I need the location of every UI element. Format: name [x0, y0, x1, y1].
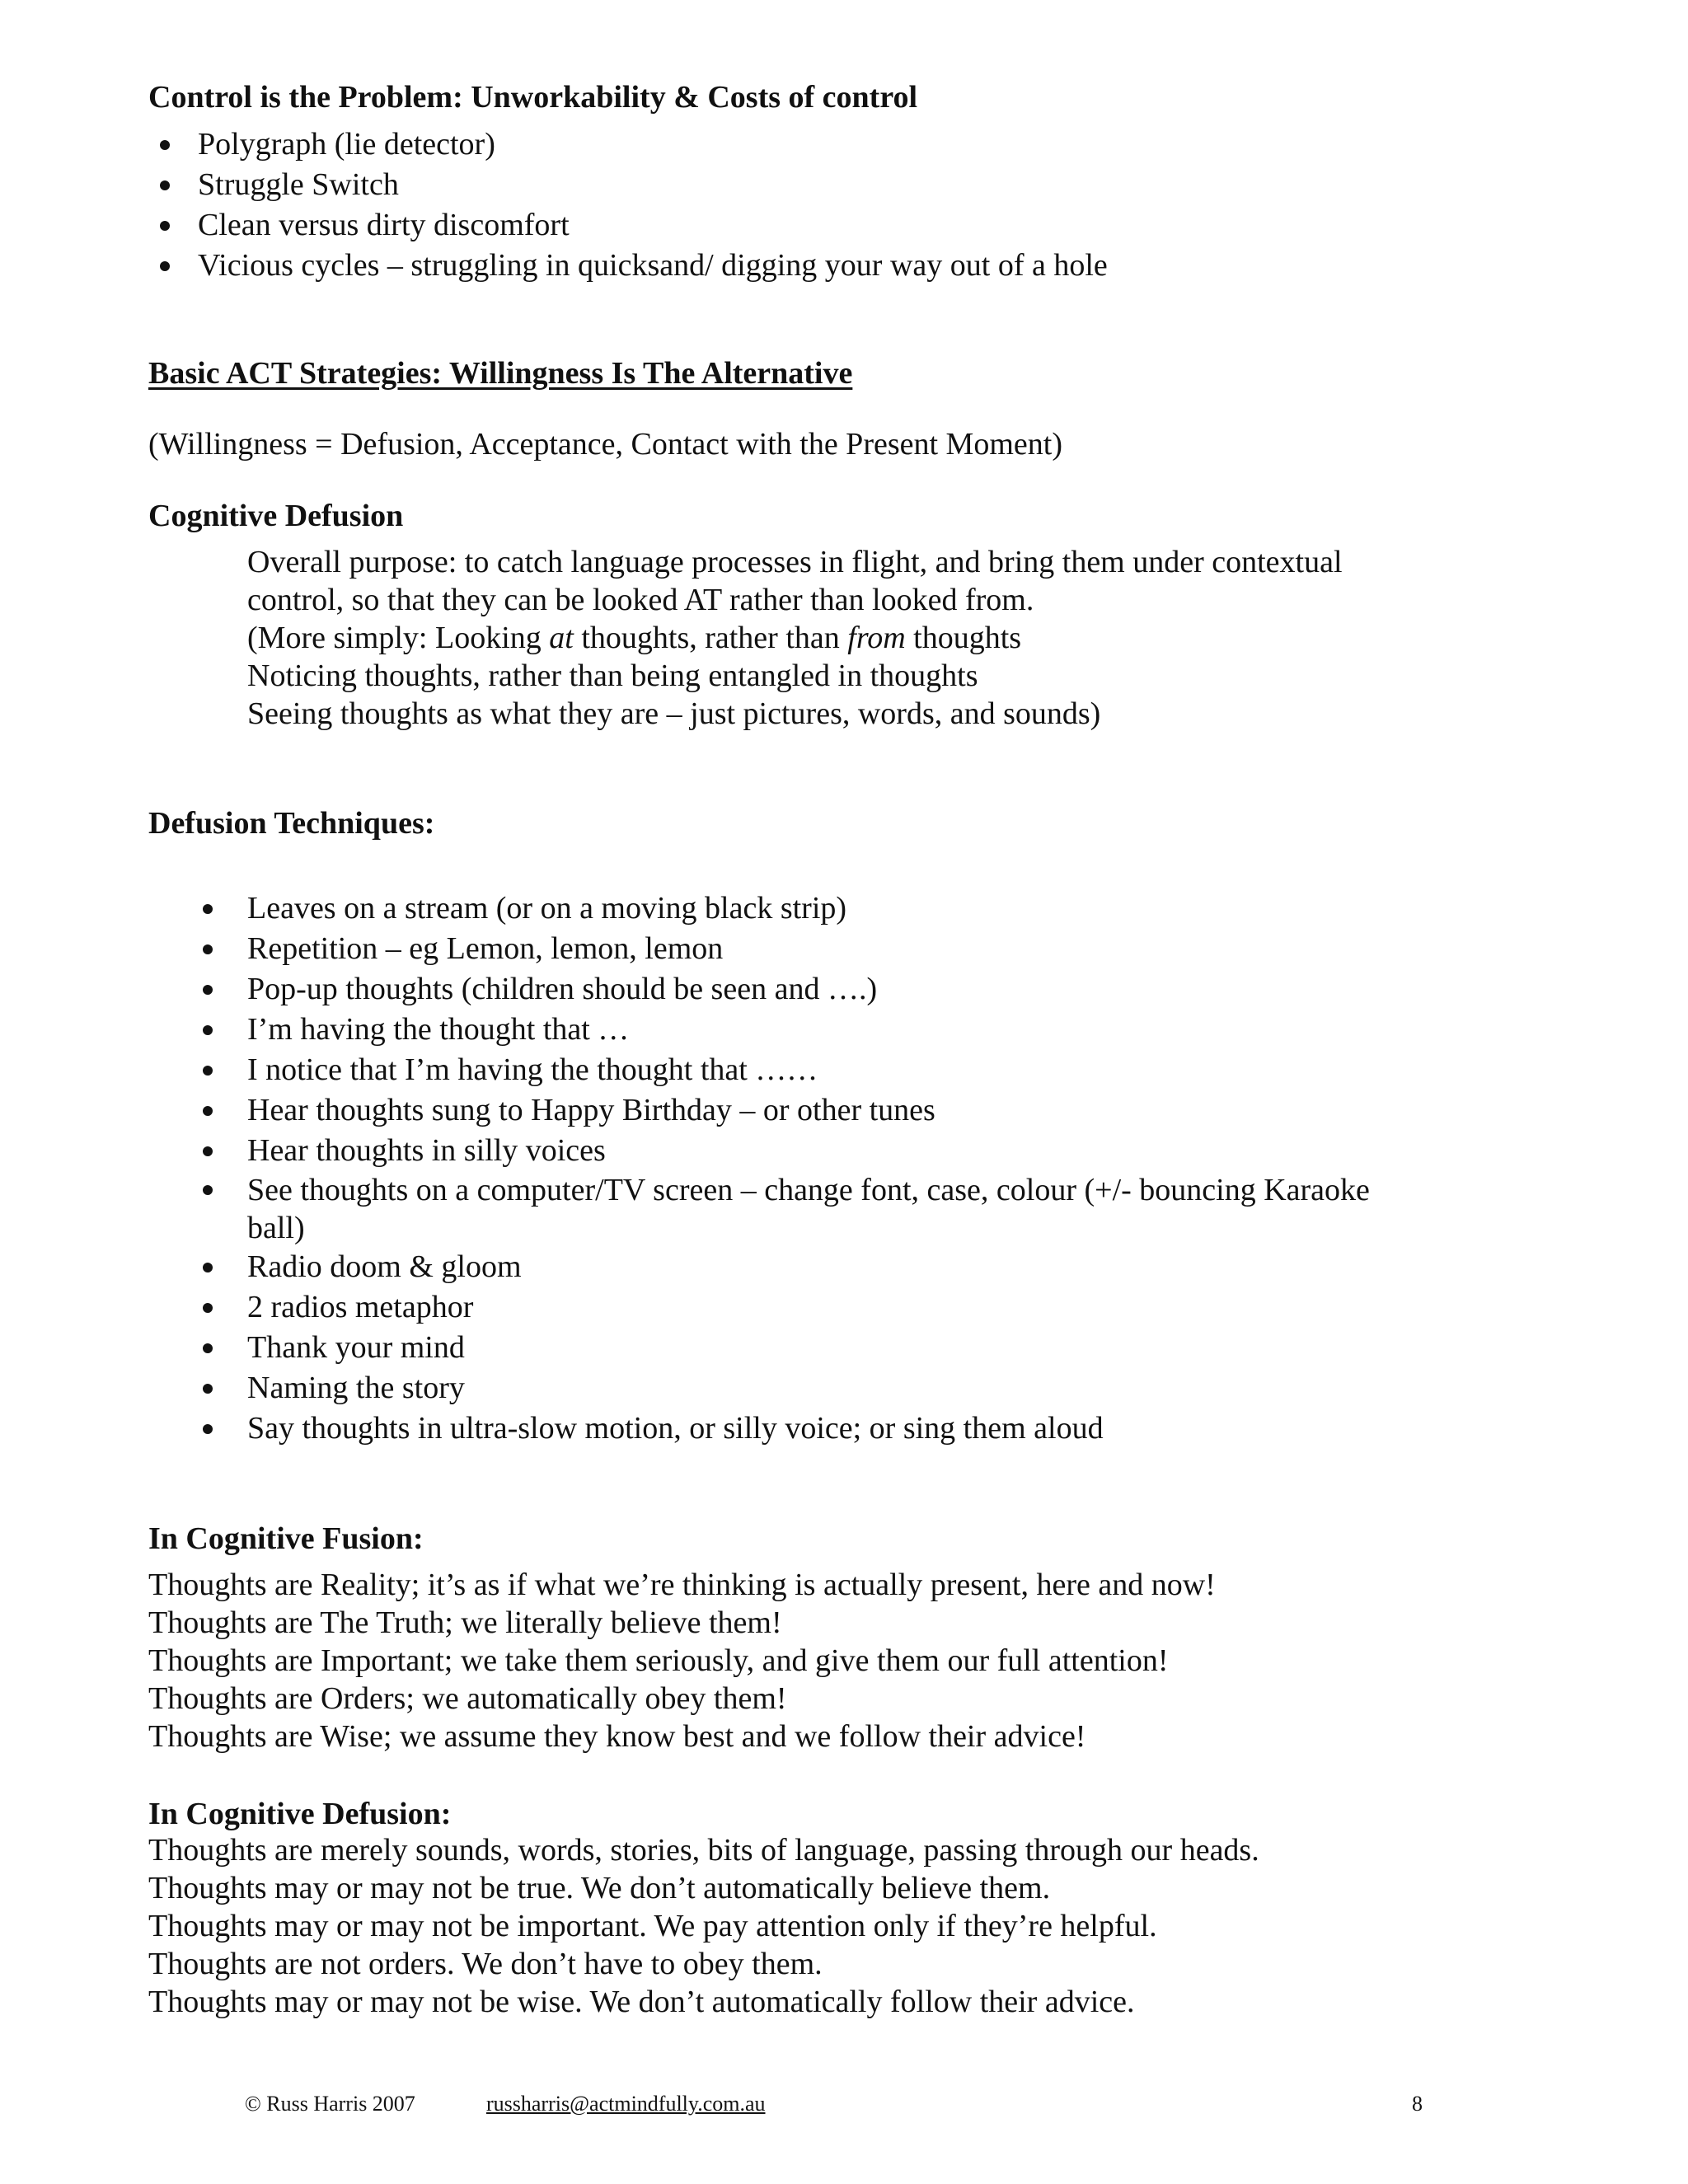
defusion-line: Thoughts are not orders. We don’t have to obey them.	[148, 1947, 823, 1981]
list-item: I’m having the thought that …	[198, 1010, 1370, 1050]
list-item: See thoughts on a computer/TV screen – change font, case, colour (+/- bouncing Karaoke ball)	[198, 1171, 1370, 1247]
fusion-lines	[148, 1566, 1216, 1755]
list-item: Thank your mind	[198, 1328, 1370, 1368]
purpose-line: Seeing thoughts as what they are – just pictures, words, and sounds)	[247, 696, 1101, 731]
bullet-icon	[203, 985, 213, 995]
cognitive-fusion-heading: In Cognitive Fusion:	[148, 1521, 424, 1556]
footer-copyright: © Russ Harris 2007	[245, 2092, 415, 2116]
list-item: Say thoughts in ultra-slow motion, or silly voice; or sing them aloud	[198, 1408, 1370, 1449]
fusion-line: Thoughts are Orders; we automatically obey them!	[148, 1681, 787, 1716]
defusion-line: Thoughts may or may not be wise. We don’t automatically follow their advice.	[148, 1985, 1135, 2019]
fusion-line: Thoughts are Reality; it’s as if what we’re thinking is actually present, here and now!	[148, 1568, 1216, 1602]
in-cognitive-defusion-heading: In Cognitive Defusion:	[148, 1797, 452, 1831]
list-item: Vicious cycles – struggling in quicksand/ digging your way out of a hole	[148, 246, 1108, 286]
bullet-icon	[203, 1106, 213, 1116]
bullet-icon	[203, 1263, 213, 1272]
purpose-line: Overall purpose: to catch language processes in flight, and bring them under contextual	[247, 545, 1343, 579]
bullet-icon	[203, 1146, 213, 1156]
defusion-lines	[148, 1831, 1259, 2021]
list-item: 2 radios metaphor	[198, 1287, 1370, 1328]
bullet-icon	[160, 261, 170, 271]
bullet-icon	[203, 1066, 213, 1076]
purpose-line: Noticing thoughts, rather than being entangled in thoughts	[247, 658, 978, 693]
list-item: Radio doom & gloom	[198, 1247, 1370, 1287]
willingness-definition: (Willingness = Defusion, Acceptance, Contact with the Present Moment)	[148, 427, 1062, 462]
bullet-icon	[203, 1185, 213, 1195]
list-item: Naming the story	[198, 1368, 1370, 1408]
bullet-icon	[203, 944, 213, 954]
fusion-line: Thoughts are Important; we take them seriously, and give them our full attention!	[148, 1643, 1169, 1678]
page-number: 8	[1412, 2092, 1423, 2116]
list-item: Hear thoughts in silly voices	[198, 1131, 1370, 1171]
defusion-line: Thoughts may or may not be true. We don’t automatically believe them.	[148, 1871, 1051, 1905]
defusion-line: Thoughts are merely sounds, words, stories, bits of language, passing through our heads.	[148, 1833, 1259, 1868]
section-heading-willingness: Basic ACT Strategies: Willingness Is The Alternative	[148, 356, 853, 391]
list-item: Hear thoughts sung to Happy Birthday – or other tunes	[198, 1090, 1370, 1131]
bullet-icon	[203, 1424, 213, 1434]
bullet-icon	[160, 140, 170, 150]
purpose-line: (More simply: Looking at thoughts, rather than from thoughts	[247, 621, 1022, 655]
list-item: Repetition – eg Lemon, lemon, lemon	[198, 929, 1370, 969]
list-item: Leaves on a stream (or on a moving black strip)	[198, 888, 1370, 929]
fusion-line: Thoughts are The Truth; we literally believe them!	[148, 1605, 782, 1640]
control-bullet-list	[148, 124, 1108, 286]
techniques-bullet-list	[198, 888, 1370, 1449]
bullet-icon	[203, 1384, 213, 1394]
purpose-line: control, so that they can be looked AT rather than looked from.	[247, 583, 1034, 617]
bullet-icon	[160, 221, 170, 231]
bullet-icon	[203, 1025, 213, 1035]
cognitive-defusion-heading: Cognitive Defusion	[148, 499, 404, 533]
footer-email-link[interactable]: russharris@actmindfully.com.au	[486, 2092, 766, 2116]
bullet-icon	[203, 904, 213, 914]
list-item: Struggle Switch	[148, 165, 1108, 205]
defusion-line: Thoughts may or may not be important. We pay attention only if they’re helpful.	[148, 1909, 1157, 1943]
bullet-icon	[160, 180, 170, 190]
list-item: Polygraph (lie detector)	[148, 124, 1108, 165]
section-heading-control: Control is the Problem: Unworkability & Costs of control	[148, 80, 918, 115]
defusion-purpose-block	[247, 543, 1343, 733]
fusion-line: Thoughts are Wise; we assume they know best and we follow their advice!	[148, 1719, 1086, 1754]
bullet-icon	[203, 1303, 213, 1313]
defusion-techniques-heading: Defusion Techniques:	[148, 806, 435, 841]
list-item: I notice that I’m having the thought that ……	[198, 1050, 1370, 1090]
bullet-icon	[203, 1343, 213, 1353]
list-item: Pop-up thoughts (children should be seen and ….)	[198, 969, 1370, 1010]
list-item: Clean versus dirty discomfort	[148, 205, 1108, 246]
